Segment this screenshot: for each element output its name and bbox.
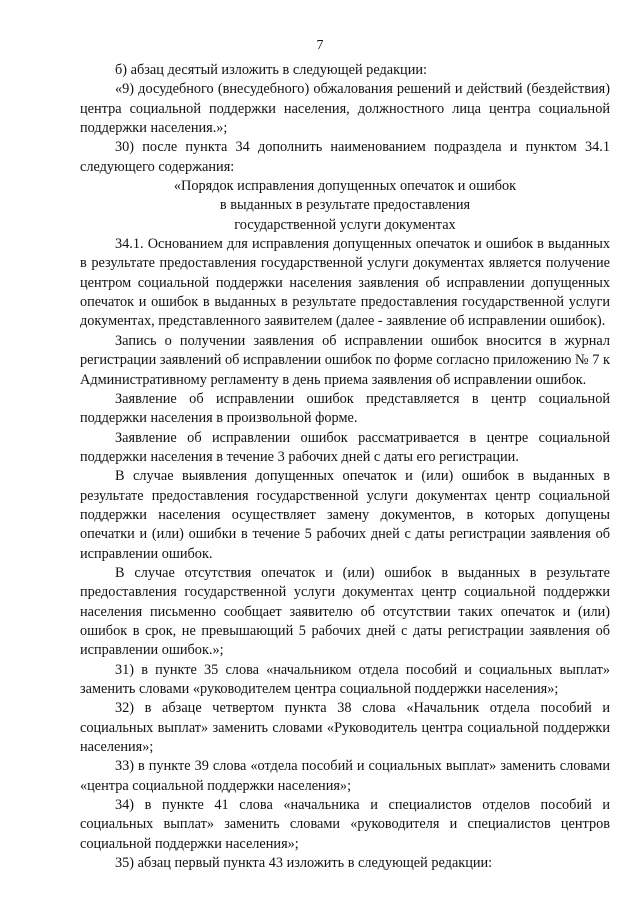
paragraph: В случае отсутствия опечаток и (или) ошибок в выданных в результате предоставления государственной услуги документах центр социальной поддержки населения письменно сообщает заявителю об отсутствии таких опечаток и (или) ошибок в срок, не превышающий 5 рабочих дней с даты регистрации заявления об исправлении ошибок.»; — [80, 564, 610, 659]
paragraph: 34.1. Основанием для исправления допущенных опечаток и ошибок в выданных в результате предоставления государственной услуги документах является получение центром социальной поддержки населения заявления об исправлении допущенных опечаток и ошибок в выданных в результате предоставления государственной услуги документах, представленного заявителем (далее - заявление об исправлении ошибок). — [80, 236, 610, 330]
paragraph: 32) в абзаце четвертом пункта 38 слова «Начальник отдела пособий и социальных выплат» заменить словами «Руководитель центра социальной поддержки населения»; — [80, 700, 610, 756]
document-body — [80, 61, 610, 873]
paragraph: б) абзац десятый изложить в следующей редакции: — [115, 62, 427, 78]
paragraph: Заявление об исправлении ошибок рассматривается в центре социальной поддержки населения в течение 3 рабочих дней с даты его регистрации. — [80, 429, 610, 465]
heading-line: в выданных в результате предоставления — [219, 197, 471, 214]
subsection-heading — [80, 177, 610, 235]
paragraph: Запись о получении заявления об исправлении ошибок вносится в журнал регистрации заявлений об исправлении ошибок по форме согласно приложению № 7 к Административному регламенту в день приема заявления об исправлении ошибок. — [80, 332, 610, 388]
paragraph: 35) абзац первый пункта 43 изложить в следующей редакции: — [115, 855, 493, 872]
paragraph: В случае выявления допущенных опечаток и (или) ошибок в выданных в результате предоставления государственной услуги документах центр социальной поддержки населения осуществляет замену документов, в которых допущены опечатки и (или) ошибки в течение 5 рабочих дней с даты регистрации заявления об исправлении ошибок. — [80, 468, 610, 562]
paragraph: 33) в пункте 39 слова «отдела пособий и социальных выплат» заменить словами «центра социальной поддержки населения»; — [80, 758, 610, 794]
paragraph: Заявление об исправлении ошибок представляется в центр социальной поддержки населения в произвольной форме. — [80, 390, 610, 427]
heading-line: «Порядок исправления допущенных опечаток и ошибок — [173, 178, 517, 195]
page-number: 7 — [316, 38, 324, 53]
paragraph: 34) в пункте 41 слова «начальника и специалистов отделов пособий и социальных выплат» заменить словами «руководителя и специалистов центров социальной поддержки населения»; — [80, 797, 610, 852]
paragraph: «9) досудебного (внесудебного) обжалования решений и действий (бездействия) центра социальной поддержки населения, должностного лица центра социальной поддержки населения.»; — [80, 81, 610, 137]
paragraph: 30) после пункта 34 дополнить наименованием подраздела и пунктом 34.1 следующего содержания: — [80, 139, 610, 175]
paragraph: 31) в пункте 35 слова «начальником отдела пособий и социальных выплат» заменить словами «руководителем центра социальной поддержки населения»; — [80, 661, 610, 697]
heading-line: государственной услуги документах — [234, 216, 456, 233]
